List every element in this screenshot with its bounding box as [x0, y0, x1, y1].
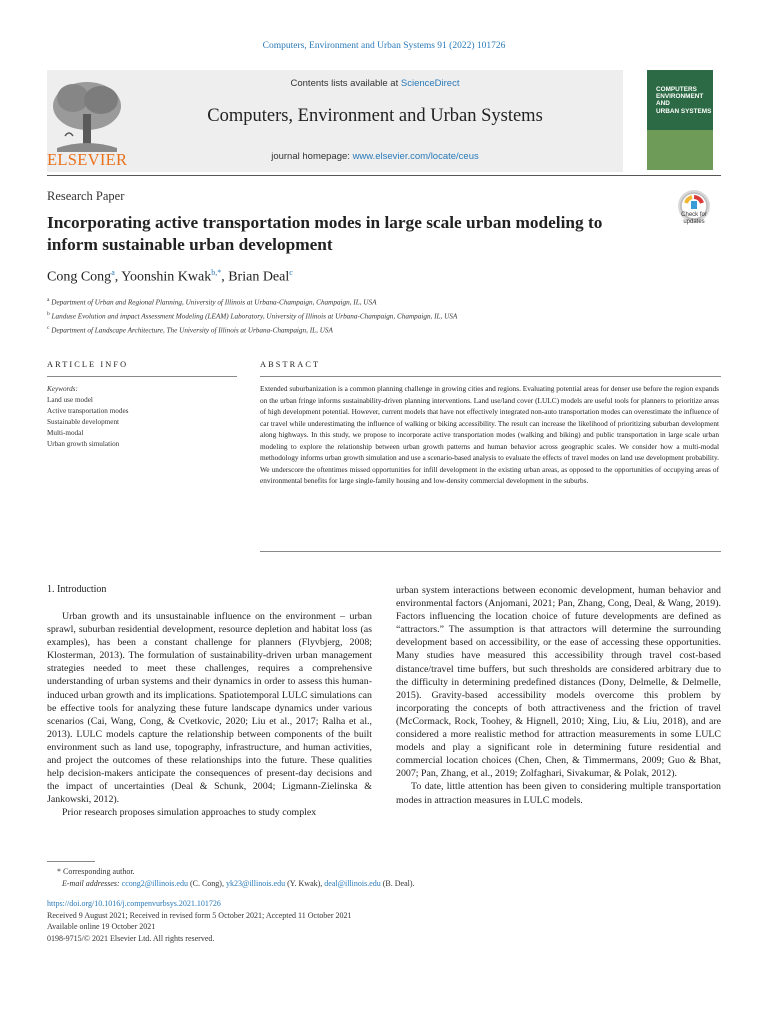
- journal-cover-title: [656, 86, 712, 115]
- homepage-line: [127, 151, 623, 162]
- corresponding-marker: *: [57, 867, 61, 876]
- abstract-heading: ABSTRACT: [260, 360, 321, 369]
- email-owner: (C. Cong): [189, 879, 222, 888]
- affiliation-item: [47, 323, 457, 337]
- contents-prefix: Contents lists available at: [290, 78, 401, 89]
- publication-info: [47, 898, 352, 944]
- keywords-block: [47, 384, 237, 450]
- keyword-item: Land use model: [47, 396, 93, 404]
- affiliation-item: [47, 309, 457, 323]
- journal-homepage-link[interactable]: www.elsevier.com/locate/ceus: [352, 151, 479, 162]
- affiliation-item: [47, 295, 457, 309]
- journal-title: Computers, Environment and Urban Systems: [207, 106, 543, 126]
- sciencedirect-link[interactable]: ScienceDirect: [400, 78, 460, 89]
- right-column: [396, 584, 721, 807]
- author-name[interactable]: Yoonshin Kwak: [121, 269, 212, 285]
- affiliations: [47, 295, 457, 337]
- left-column: [47, 610, 372, 820]
- abstract-text: Extended suburbanization is a common planning challenge in growing cities and regions. Evaluating potential areas for denser use before the region expands on the urban fringe informs sustainability-driven planning interventions. Land use/land cover (LULC) models are useful tools for planners to prioritize areas of high development potential. However, current models that have not effectively integrated non-auto transportation modes can overestimate the influence of car travel while underestimating the influence of walking or biking accessibility. The result can increase the likelihood of prioritizing suburban development along highways. In this study, we propose to incorporate active transportation modes (walking and biking) and public transportation in large scale urban modeling to explore the relationship between urban growth patterns and human behavior across geographic scales. We consider how a multi-modal methodology informs urban growth simulation and use a scenario-based analysis to evaluate the effects of travel modes on land use development probability. We underscore the oftentimes missed opportunities for infill development in the existing urban areas, as opposed to the opportunities of occupying areas of environmental benefits for large single-family housing and low-density commercial development in the suburbs.: [260, 384, 719, 486]
- homepage-prefix: journal homepage:: [271, 151, 353, 162]
- keyword-item: Multi-modal: [47, 429, 84, 437]
- email-owner: (Y. Kwak): [287, 879, 321, 888]
- publisher-name: ELSEVIER: [47, 150, 128, 169]
- affiliation-marker: a: [47, 297, 50, 303]
- footnote-rule: [47, 861, 95, 862]
- author-affiliation-marker: a: [111, 268, 115, 277]
- affiliation-text: Landuse Evolution and impact Assessment Modeling (LEAM) Laboratory, University of Illinois at Urbana-Champaign, Champaign, IL, USA: [51, 312, 458, 321]
- email-link[interactable]: ccong2@illinois.edu: [121, 879, 188, 888]
- body-paragraph: Urban growth and its unsustainable influence on the environment – urban sprawl, suburban residential development, resource depletion and habitat loss (as examples), has been a constant challenge for planners (Flyvbjerg, 2008; Klosterman, 2013). The formulation of sustainability-driven urban management strategies needed to meet these challenges, requires a comprehensive understanding of urban systems and their dynamics in order to assess this human-induced urban growth and its implications. Spatiotemporal LULC simulations can be effective tools for analyzing these future landscape dynamics under various scenarios (Cai, Wang, Cong, & Cvetkovic, 2020; Liu et al., 2017; Ralha et al., 2013). LULC models capture the relationship between components of the built environment such as land use, topography, infrastructure, and human activities, and project the outcomes of these relationships into the future. These qualities help decision-makers anticipate the consequences of present-day decisions and the impact of uncertainties (Deal & Schunk, 2004; Ligmann-Zielinska & Jankowski, 2012).: [47, 611, 372, 806]
- keyword-item: Sustainable development: [47, 418, 120, 426]
- email-link[interactable]: yk23@illinois.edu: [225, 879, 286, 888]
- article-info-rule: [47, 376, 237, 377]
- affiliation-text: Department of Urban and Regional Planning, University of Illinois at Urbana-Champaign, Champaign, IL, USA: [51, 298, 377, 307]
- author-affiliation-marker: c: [289, 268, 293, 277]
- masthead-divider: [47, 175, 721, 176]
- keyword-item: Active transportation modes: [47, 407, 129, 415]
- article-type: Research Paper: [47, 189, 125, 203]
- email-label: E-mail addresses:: [62, 879, 120, 888]
- author-affiliation-marker: b,*: [211, 268, 222, 277]
- journal-reference[interactable]: Computers, Environment and Urban Systems 91 (2022) 101726: [262, 41, 506, 51]
- keywords-label: Keywords:: [47, 385, 78, 393]
- affiliation-text: Department of Landscape Architecture, The University of Illinois at Urbana-Champaign, IL, USA: [51, 326, 333, 335]
- crossmark-label: Check for updates: [681, 212, 707, 225]
- author-name[interactable]: Cong Cong: [47, 269, 112, 285]
- corresponding-note: [47, 866, 415, 878]
- cover-title-line: ENVIRONMENT: [656, 93, 704, 101]
- article-info-heading: ARTICLE INFO: [47, 360, 129, 369]
- journal-cover-band: [647, 130, 713, 170]
- contents-line: [127, 78, 623, 89]
- keyword-item: Urban growth simulation: [47, 440, 120, 448]
- body-paragraph: urban system interactions between economic development, human behavior and environmental factors (Anjomani, 2021; Pan, Zhang, Cong, Deal, & Wang, 2019). Factors influencing the location choice of future developments are defined as “attractors.” The assumption is that attractors will determine the surrounding development based on accessibility, or the ease of accessing these opportunities. Many studies have measured this accessibility through travel cost-based distance/travel time buffers, but such thresholds are considered arbitrary due to the difficulty in determining predefined distances (Dony, Delmelle, & Delmelle, 2015). Gravity-based accessibility models overcome this problem by incorporating the concepts of both attractiveness and the friction of travel (McCormack, Rock, Toohey, & Hignell, 2010; Xing, Liu, & Liu, 2018), and are considered a more realistic method for attraction measurements in some LULC models and play a significant role in determining future residential and commercial location choices (Chen, Chen, & Timmermans, 2009; Guo & Bhat, 2007; Pan, Zhang, et al., 2019; Zolfaghari, Sivakumar, & Polak, 2012).: [396, 585, 721, 780]
- article-history: Received 9 August 2021; Received in revised form 5 October 2021; Accepted 11 October 2021: [47, 910, 352, 920]
- doi-link[interactable]: https://doi.org/10.1016/j.compenvurbsys.2021.101726: [47, 899, 221, 908]
- cover-title-line: COMPUTERS: [656, 86, 697, 93]
- section-heading: 1. Introduction: [47, 584, 107, 595]
- footnotes: [47, 866, 415, 890]
- cover-title-line: URBAN SYSTEMS: [656, 107, 712, 115]
- author-list: Cong Cong$^a$, Yoonshin Kwak$^{b,*}$, Brian Deal$^c$: [47, 268, 293, 285]
- email-line: E-mail addresses: ccong2@illinois.edu (C. Cong), yk23@illinois.edu (Y. Kwak), deal@illinois.edu (B. Deal).: [62, 879, 415, 888]
- abstract-bottom-rule: [260, 551, 721, 552]
- affiliation-marker: c: [47, 324, 50, 331]
- body-paragraph: Prior research proposes simulation approaches to study complex: [62, 807, 317, 819]
- affiliation-marker: b: [47, 310, 50, 317]
- paper-title: Incorporating active transportation modes in large scale urban modeling to inform sustainable urban development: [47, 213, 603, 254]
- abstract-rule: [260, 376, 721, 377]
- cover-title-line: AND: [656, 100, 670, 108]
- copyright: 0198-9715/© 2021 Elsevier Ltd. All rights reserved.: [47, 933, 215, 943]
- corresponding-text: Corresponding author.: [63, 867, 135, 876]
- author-name[interactable]: Brian Deal: [228, 269, 290, 285]
- online-date: Available online 19 October 2021: [47, 922, 156, 932]
- email-link[interactable]: deal@illinois.edu: [324, 879, 381, 888]
- body-paragraph: To date, little attention has been given to considering multiple transportation modes in attraction measures in LULC models.: [396, 781, 721, 806]
- email-owner: (B. Deal).: [382, 879, 415, 888]
